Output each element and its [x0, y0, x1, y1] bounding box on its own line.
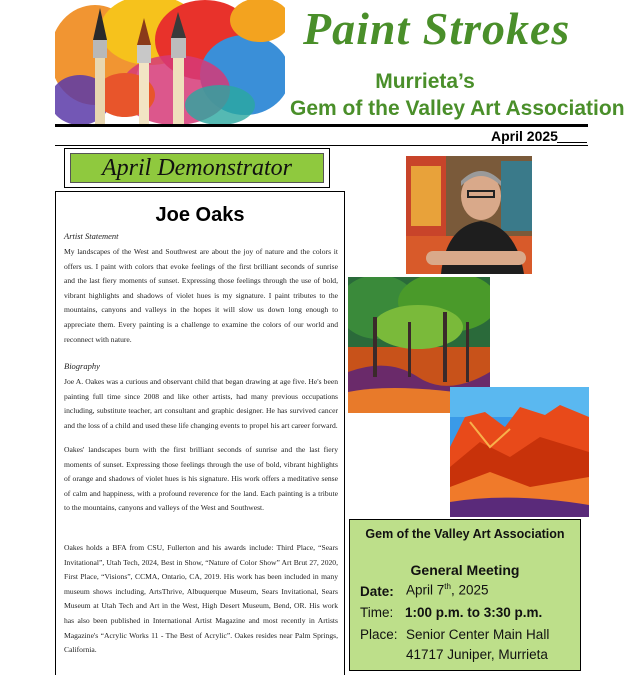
date-underline: [557, 142, 587, 143]
meeting-time-label: Time:: [360, 605, 394, 620]
header-paint-brushes-image: [55, 0, 285, 125]
meeting-date-label: Date:: [360, 584, 394, 599]
header-divider-thin: [55, 145, 588, 146]
biography-paragraph-3: Oakes holds a BFA from CSU, Fullerton and his awards include: Third Place, “Sears Invitational”, Utah Tech, 2024, Best in Show, “Nature of Color Show” Art Brut 27, 2020, First Place, “Visions”, CCMA, Ontario, CA, 2019. His work has been included in many museum shows including, ArtsThrive, Albuquerque Museum, Sears Invitational, Sears Museum at Utah Tech and Art in the West, High Desert Museum, Bend, OR. His work has also been published in International Artist Magazine and most recently in Artists Magazine's “Acrylic Works 11 - The Best of Acrylic”. Oakes resides near Palm Springs, California.: [64, 543, 338, 655]
meeting-place-line2: 41717 Juniper, Murrieta: [406, 647, 548, 662]
meeting-time-value: 1:00 p.m. to 3:30 p.m.: [405, 605, 543, 620]
meeting-place-label: Place:: [360, 627, 398, 642]
artist-portrait-photo: [406, 156, 532, 274]
meeting-date-value: April 7th, 2025: [406, 582, 489, 598]
biography-paragraph-2: Oakes' landscapes burn with the first brilliant seconds of sunrise and the last fiery moments of sunset. Expressing those feelings through the use of bold, vibrant highlights of orange and shadows of violet hues is his signature. His work offers a meditative sense of calm and happiness, with a profound reverence for the land. Each painting is a tribute to the mountains, canyons and valleys of the West and Southwest.: [64, 445, 338, 513]
biography-heading: Biography: [64, 361, 100, 371]
meeting-title: General Meeting: [410, 562, 520, 578]
issue-date: April 2025: [491, 128, 558, 144]
meeting-place-line1: Senior Center Main Hall: [406, 627, 550, 642]
org-name-line2: Gem of the Valley Art Association: [290, 97, 625, 120]
org-name-line1: Murrieta’s: [375, 70, 475, 93]
artist-statement-heading: Artist Statement: [64, 231, 119, 241]
biography-paragraph-1: Joe A. Oakes was a curious and observant child that began drawing at age five. He's been painting full time since 2008 and like other artists, had many previous occupations including, substitute teacher, art consultant and graphic designer. He has survived cancer and the loss of a child and used these life changing events to propel his art career forward.: [64, 377, 338, 430]
red-rock-painting-image: [450, 387, 589, 517]
masthead-title: Paint Strokes: [303, 3, 571, 54]
artist-name: Joe Oaks: [155, 204, 245, 226]
meeting-org-name: Gem of the Valley Art Association: [365, 527, 565, 541]
demonstrator-banner: April Demonstrator: [70, 153, 324, 183]
header-divider-thick: [55, 124, 588, 127]
artist-statement-text: My landscapes of the West and Southwest are about the joy of nature and the colors it offers us. I paint with colors that evoke feelings of the first brilliant seconds of sunrise and the last fiery moments of sunset. Expressing those feelings through the use of bold, vibrant highlights and shadows of violet hues is my signature. I paint tributes to the mountains, canyons and valleys in the hopes it will slow us down long enough to appreciate them. Every painting is a challenge to examine the colors of our world and reconnect with nature.: [64, 247, 338, 344]
